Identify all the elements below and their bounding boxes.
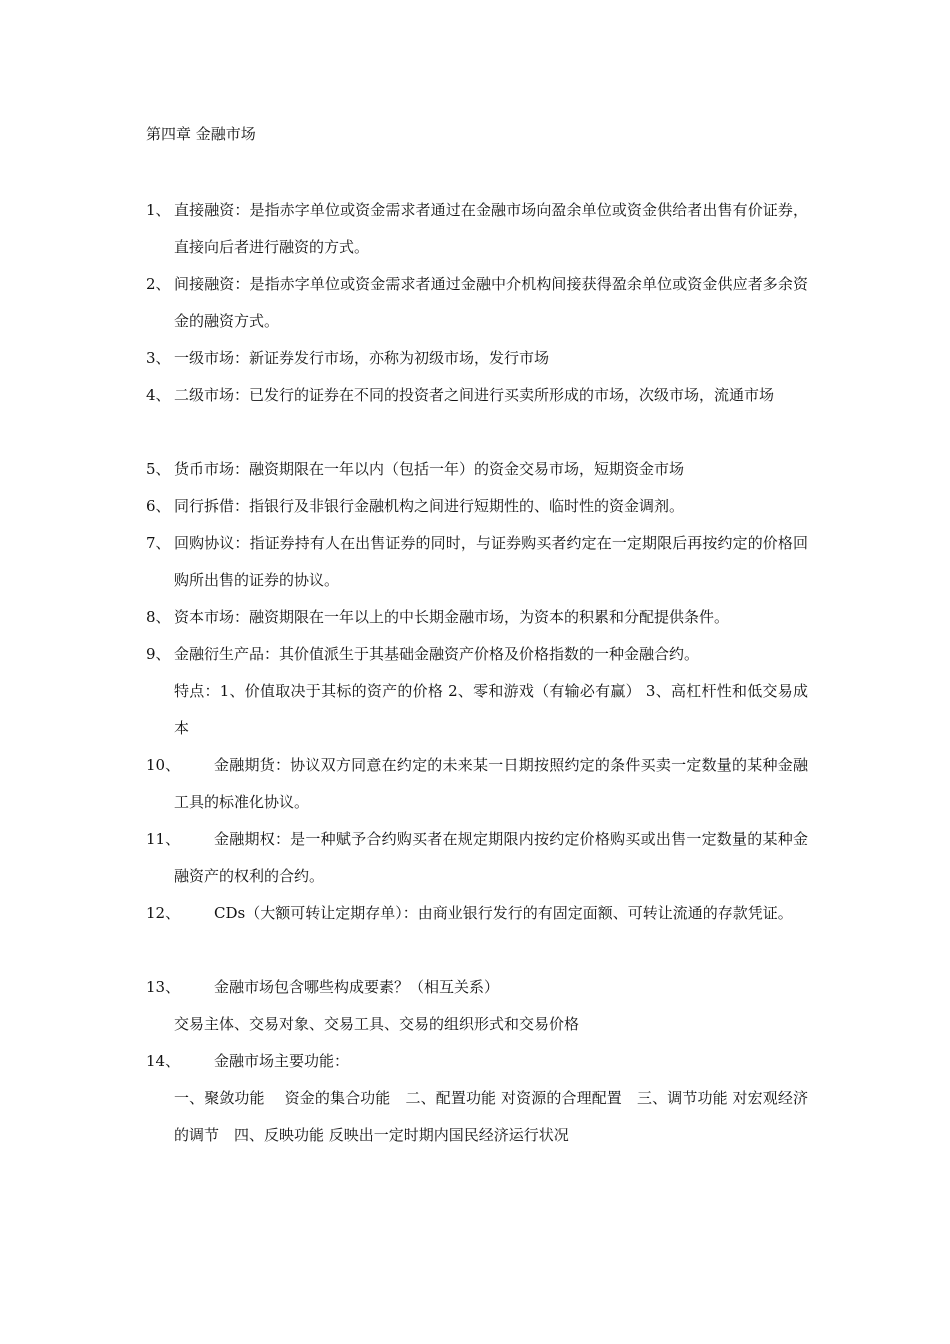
list-item [146,525,808,599]
item-text: 金融市场包含哪些构成要素？（相互关系） [214,978,500,996]
item-number: 1、 [146,201,171,219]
item-text: 货币市场：融资期限在一年以内（包括一年）的资金交易市场，短期资金市场 [174,460,685,478]
item-text: 间接融资：是指赤字单位或资金需求者通过金融中介机构间接获得盈余单位或资金供应者多余资金的融资方式。 [174,275,808,330]
item-text: 同行拆借：指银行及非银行金融机构之间进行短期性的、临时性的资金调剂。 [174,497,685,515]
list-item [146,451,808,488]
list-item [146,636,808,673]
item-text: CDs（大额可转让定期存单）：由商业银行发行的有固定面额、可转让流通的存款凭证。 [214,904,793,922]
derivative-features: 特点：1、价值取决于其标的资产的价格 2、零和游戏（有输必有赢） 3、高杠杆性和低交易成本 [174,682,808,737]
list-item [146,192,808,266]
item-text: 金融期货：协议双方同意在约定的未来某一日期按照约定的条件买卖一定数量的某种金融工具的标准化协议。 [174,756,808,811]
list-item [146,340,808,377]
item-number: 9、 [146,645,171,663]
item-number: 10、 [146,756,181,774]
list-item [146,895,808,932]
item-number: 12、 [146,904,181,922]
item-number: 8、 [146,608,171,626]
item-text: 直接融资：是指赤字单位或资金需求者通过在金融市场向盈余单位或资金供给者出售有价证券，直接向后者进行融资的方式。 [174,201,808,256]
chapter-title: 第四章 金融市场 [146,125,256,143]
item-number: 13、 [146,978,181,996]
item-text: 金融期权：是一种赋予合约购买者在规定期限内按约定价格购买或出售一定数量的某种金融资产的权利的合约。 [174,830,808,885]
item-text: 一级市场：新证券发行市场，亦称为初级市场，发行市场 [174,349,550,367]
item-number: 14、 [146,1052,181,1070]
list-item [146,599,808,636]
list-item [146,1043,808,1080]
market-elements: 交易主体、交易对象、交易工具、交易的组织形式和交易价格 [174,1015,580,1033]
list-item [146,377,808,414]
item-text: 资本市场：融资期限在一年以上的中长期金融市场，为资本的积累和分配提供条件。 [174,608,730,626]
list-item [146,969,808,1006]
item-number: 7、 [146,534,171,552]
item-text: 金融市场主要功能： [214,1052,350,1070]
item-text: 金融衍生产品：其价值派生于其基础金融资产价格及价格指数的一种金融合约。 [174,645,700,663]
market-functions: 一、聚敛功能 资金的集合功能 二、配置功能 对资源的合理配置 三、调节功能 对宏观经济的调节 四、反映功能 反映出一定时期内国民经济运行状况 [174,1089,808,1144]
item-number: 6、 [146,497,171,515]
item-number: 4、 [146,386,171,404]
item-text: 回购协议：指证券持有人在出售证券的同时，与证券购买者约定在一定期限后再按约定的价格回购所出售的证券的协议。 [174,534,808,589]
item-text: 二级市场：已发行的证券在不同的投资者之间进行买卖所形成的市场，次级市场，流通市场 [174,386,775,404]
item-number: 5、 [146,460,171,478]
item-number: 11、 [146,830,181,848]
list-item [146,488,808,525]
item-number: 3、 [146,349,171,367]
list-item [146,821,808,895]
list-item [146,747,808,821]
item-number: 2、 [146,275,171,293]
list-item [146,266,808,340]
